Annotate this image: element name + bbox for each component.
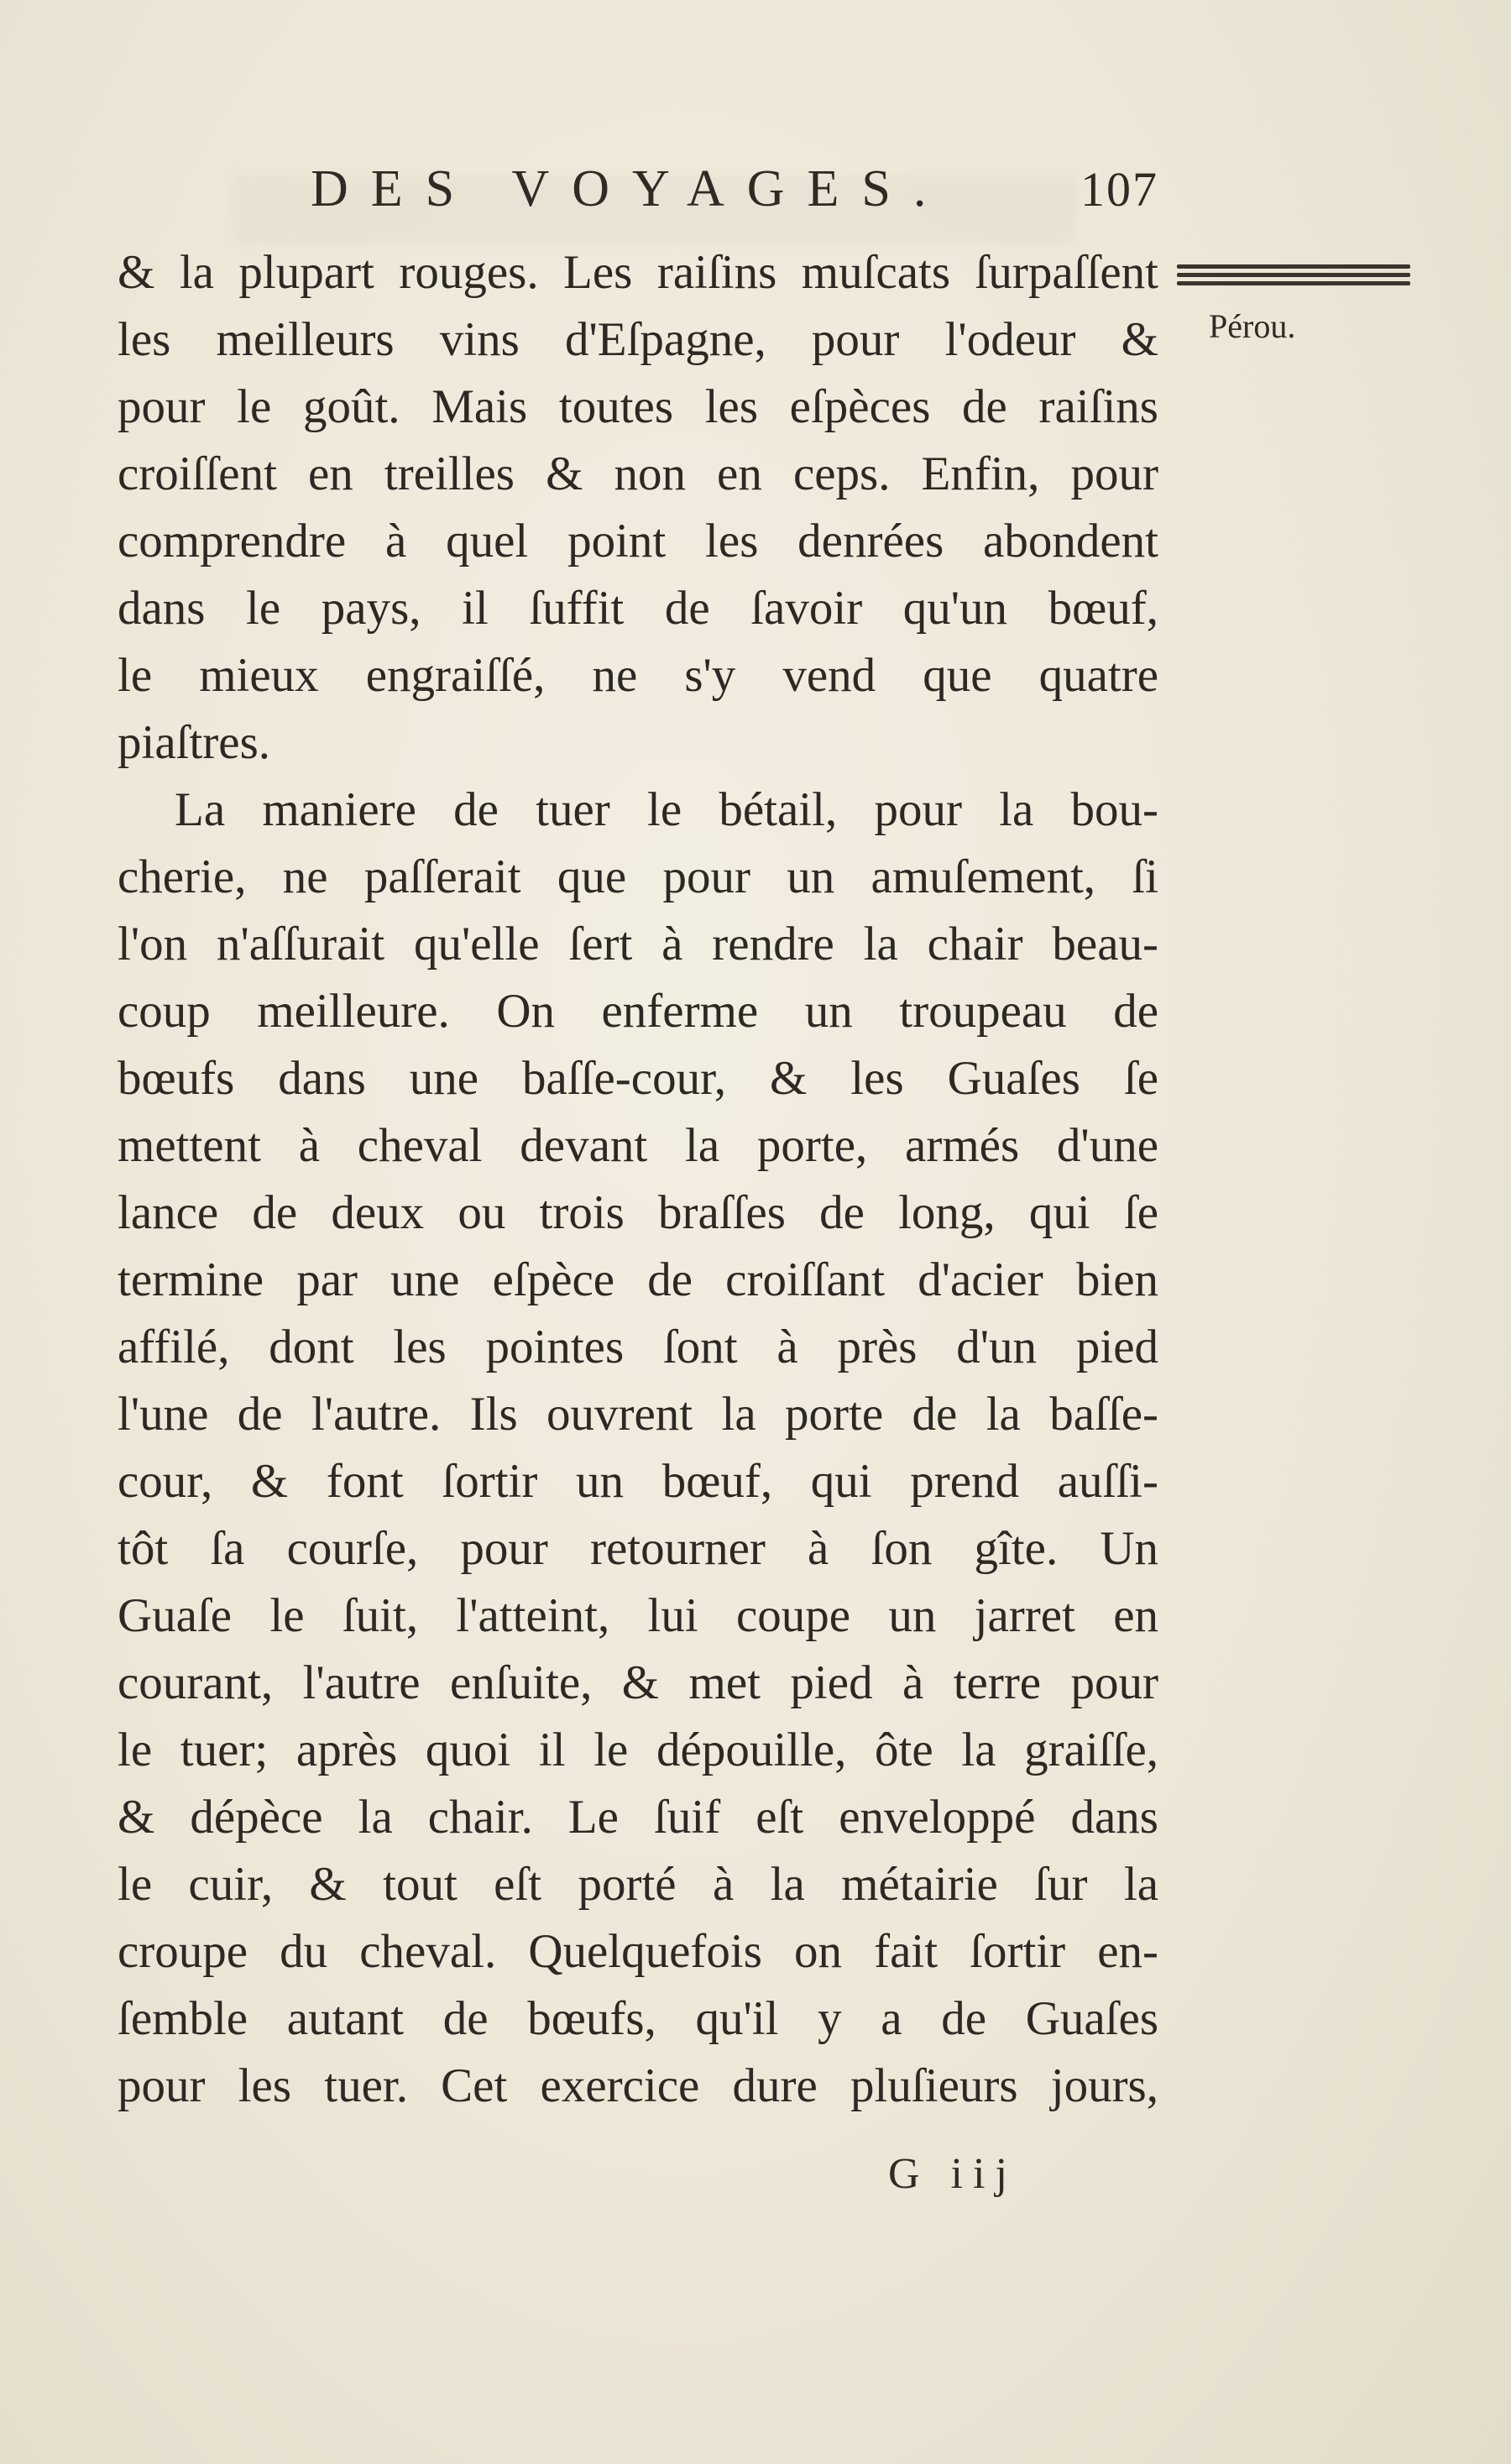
text-line: cherie, ne paſſerait que pour un amuſement, ſi	[118, 850, 1158, 903]
signature-mark: G iij	[888, 2150, 1017, 2198]
text-line: croupe du cheval. Quelquefois on fait ſortir en-	[118, 1925, 1158, 1978]
text-line: lance de deux ou trois braſſes de long, qui ſe	[118, 1186, 1158, 1239]
page-number: 107	[1080, 162, 1158, 217]
margin-rule-ornament	[1177, 264, 1410, 290]
text-line: La maniere de tuer le bétail, pour la bou-	[175, 783, 1158, 836]
running-title: DES VOYAGES.	[311, 160, 949, 217]
text-line: pour le goût. Mais toutes les eſpèces de raiſins	[118, 380, 1158, 433]
text-line: l'une de l'autre. Ils ouvrent la porte de la baſſe-	[118, 1388, 1158, 1441]
margin-rule-line	[1177, 264, 1410, 269]
text-line: cour, & font ſortir un bœuf, qui prend auſſi-	[118, 1455, 1158, 1508]
text-line: le tuer; après quoi il le dépouille, ôte la graiſſe,	[118, 1724, 1158, 1776]
text-line: tôt ſa courſe, pour retourner à ſon gîte. Un	[118, 1522, 1158, 1575]
text-line: comprendre à quel point les denrées abondent	[118, 515, 1158, 568]
text-line: les meilleurs vins d'Eſpagne, pour l'odeur &	[118, 313, 1158, 366]
text-line: piaſtres.	[118, 716, 271, 769]
text-line: bœufs dans une baſſe-cour, & les Guaſes ſe	[118, 1052, 1158, 1105]
text-line: coup meilleure. On enferme un troupeau de	[118, 985, 1158, 1038]
text-line: pour les tuer. Cet exercice dure pluſieurs jours,	[118, 2059, 1158, 2112]
text-line: Guaſe le ſuit, l'atteint, lui coupe un jarret en	[118, 1589, 1158, 1642]
text-line: mettent à cheval devant la porte, armés d'une	[118, 1119, 1158, 1172]
text-line: affilé, dont les pointes ſont à près d'un pied	[118, 1321, 1158, 1373]
running-head	[118, 160, 1158, 227]
text-line: dans le pays, il ſuffit de ſavoir qu'un bœuf,	[118, 582, 1158, 635]
text-line: & la plupart rouges. Les raiſins muſcats ſurpaſſent	[118, 246, 1158, 299]
margin-rule-line	[1177, 281, 1410, 285]
text-line: croiſſent en treilles & non en ceps. Enfin, pour	[118, 447, 1158, 500]
text-line: le mieux engraiſſé, ne s'y vend que quatre	[118, 649, 1158, 702]
text-line: & dépèce la chair. Le ſuif eſt enveloppé dans	[118, 1791, 1158, 1844]
text-line: courant, l'autre enſuite, & met pied à terre pour	[118, 1656, 1158, 1709]
body-text	[118, 239, 1158, 2120]
margin-note: Pérou.	[1209, 307, 1296, 345]
text-line: ſemble autant de bœufs, qu'il y a de Guaſes	[118, 1992, 1158, 2045]
text-line: termine par une eſpèce de croiſſant d'acier bien	[118, 1253, 1158, 1306]
text-line: l'on n'aſſurait qu'elle ſert à rendre la chair beau-	[118, 918, 1158, 970]
margin-rule-line	[1177, 273, 1410, 277]
text-line: le cuir, & tout eſt porté à la métairie ſur la	[118, 1858, 1158, 1911]
